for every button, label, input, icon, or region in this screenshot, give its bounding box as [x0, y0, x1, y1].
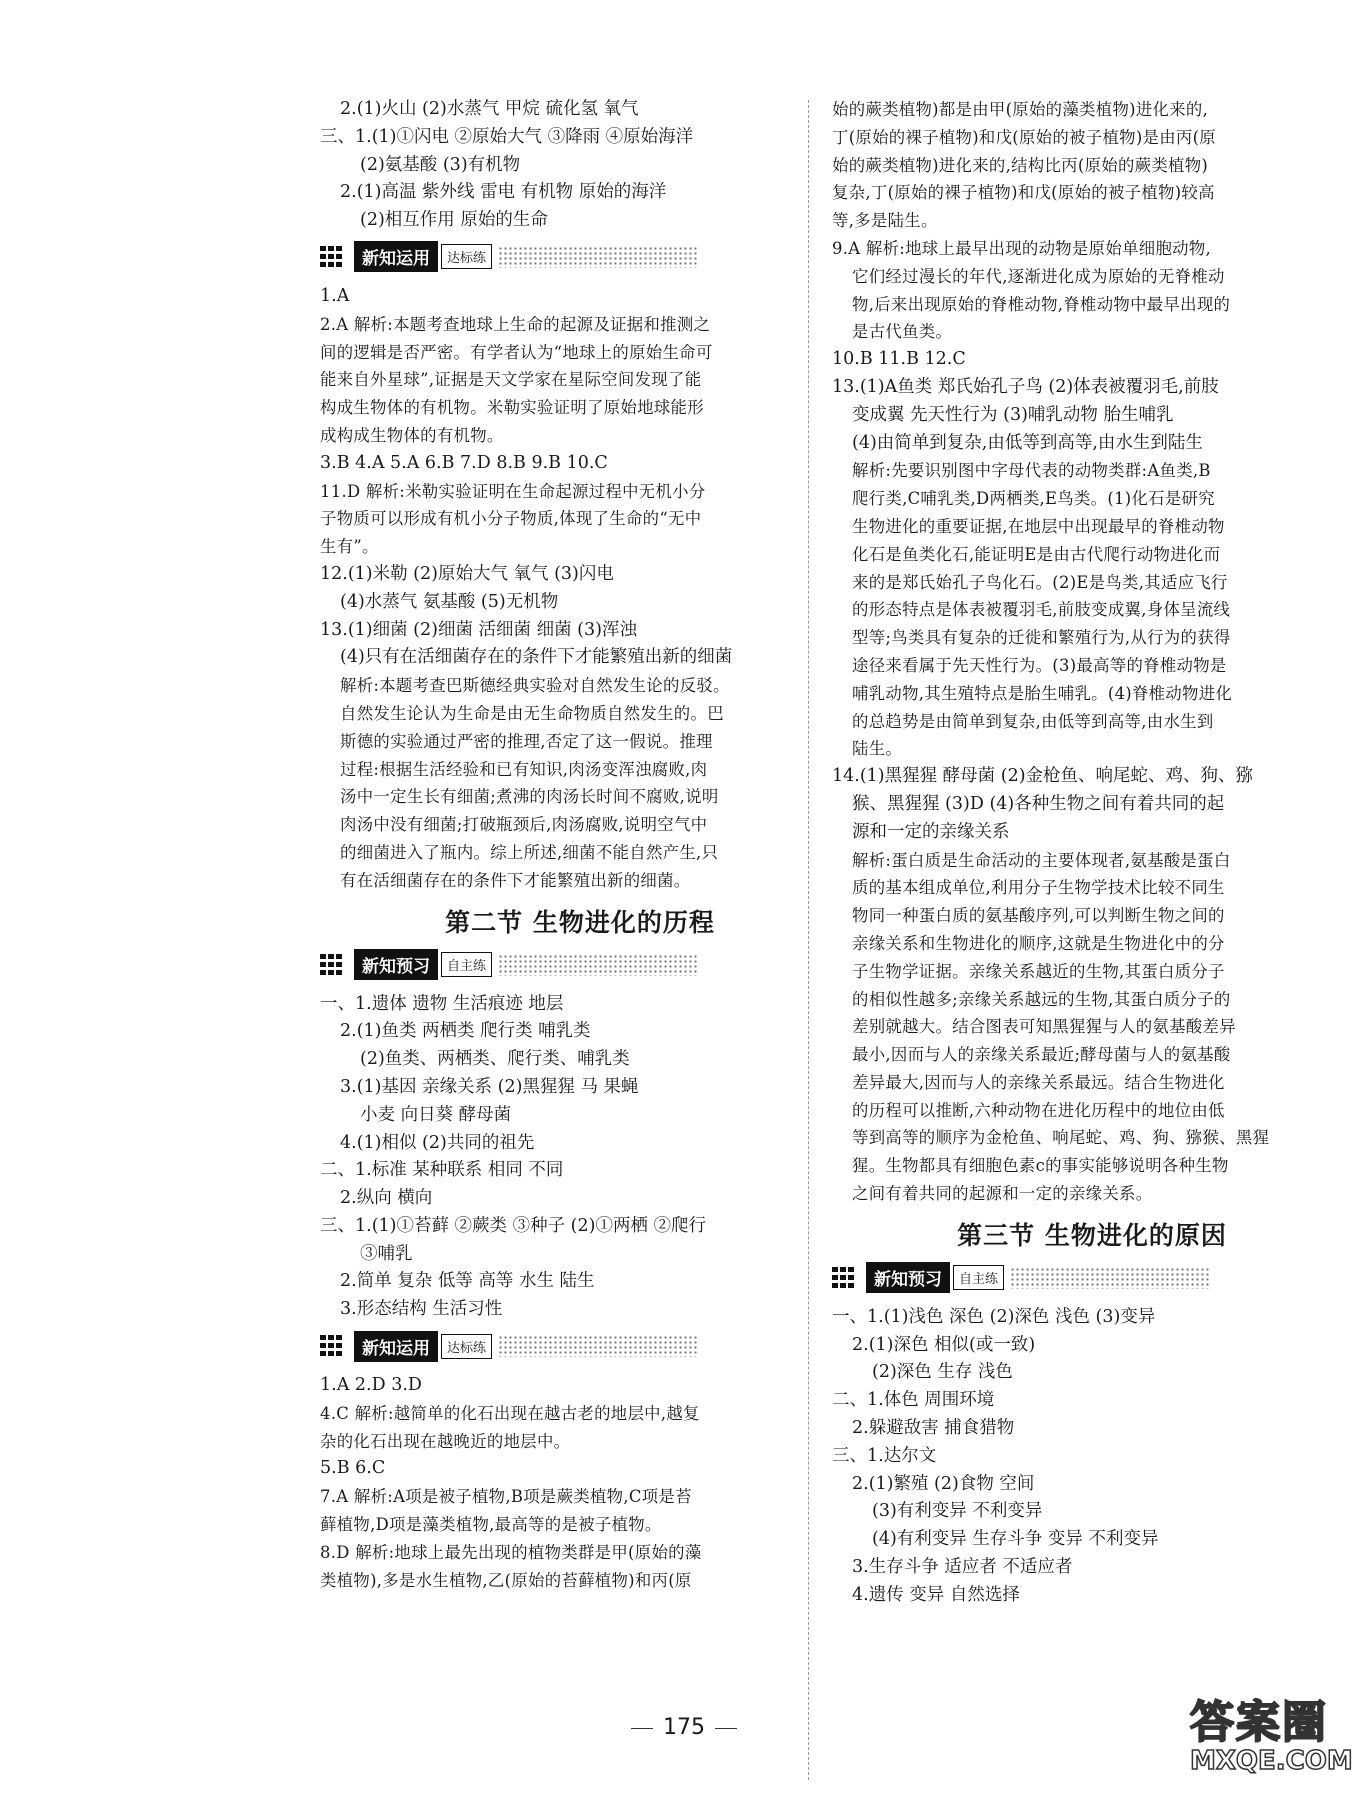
answer-line: 的相似性越多;亲缘关系越远的生物,其蛋白质分子的: [852, 989, 1231, 1009]
answer-line: 斯德的实验通过严密的推理,否定了这一假说。推理: [340, 731, 713, 751]
answer-line: 途径来看属于先天性行为。(3)最高等的脊椎动物是: [852, 655, 1227, 675]
answer-line: 2.简单 复杂 低等 高等 水生 陆生: [340, 1271, 595, 1292]
answer-line: 亲缘关系和生物进化的顺序,这就是生物进化中的分: [852, 933, 1225, 953]
banner-subtitle: 自主练: [441, 952, 492, 977]
answer-line: 一、1.遗体 遗物 生活痕迹 地层: [320, 993, 564, 1014]
answer-line: 始的蕨类植物)都是由甲(原始的藻类植物)进化来的,: [832, 100, 1209, 119]
answer-line: (4)只有在活细菌存在的条件下才能繁殖出新的细菌: [340, 647, 733, 668]
answer-line: 陆生。: [852, 739, 903, 759]
left-column: [320, 96, 840, 1594]
banner-title: 新知预习: [354, 949, 438, 980]
answer-line: (4)水蒸气 氨基酸 (5)无机物: [340, 591, 559, 612]
answer-line: 子生物学证据。亲缘关系越近的生物,其蛋白质分子: [852, 961, 1225, 981]
answer-line: 物,后来出现原始的脊椎动物,脊椎动物中最早出现的: [852, 294, 1231, 314]
answer-line: 差别就越大。结合图表可知黑猩猩与人的氨基酸差异: [852, 1017, 1236, 1037]
answer-line: 有在活细菌存在的条件下才能繁殖出新的细菌。: [340, 870, 691, 890]
section-heading: 第三节 生物进化的原因: [957, 1220, 1227, 1250]
answer-line: 8.D 解析:地球上最先出现的植物类群是甲(原始的藻: [320, 1542, 702, 1562]
answer-line: 13.(1)细菌 (2)细菌 活细菌 细菌 (3)浑浊: [320, 619, 637, 640]
answer-line: 猴、黑猩猩 (3)D (4)各种生物之间有着共同的起: [852, 793, 1225, 814]
answer-line: 3.生存斗争 适应者 不适应者: [852, 1557, 1073, 1578]
answer-line: 12.(1)米勒 (2)原始大气 氧气 (3)闪电: [320, 563, 614, 584]
answer-block: [320, 96, 840, 235]
answer-line: 间的逻辑是否严密。有学者认为“地球上的原始生命可: [320, 342, 713, 362]
dotted-fill: [498, 954, 698, 976]
answer-line: 的总趋势是由简单到复杂,由低等到高等,由水生到: [852, 711, 1214, 731]
answer-block: [832, 96, 1352, 1208]
answer-line: 化石是鱼类化石,能证明E是由古代爬行动物进化而: [852, 544, 1221, 564]
answer-line: 10.B 11.B 12.C: [832, 349, 966, 370]
answer-line: ③哺乳: [360, 1243, 413, 1264]
answer-line: 2.(1)火山 (2)水蒸气 甲烷 硫化氢 氧气: [340, 99, 639, 119]
answer-line: 差异最大,因而与人的亲缘关系最远。结合生物进化: [852, 1072, 1225, 1092]
answer-line: 三、1.(1)①闪电 ②原始大气 ③降雨 ④原始海洋: [320, 126, 694, 147]
right-column: [832, 96, 1352, 1610]
answer-line: 等,多是陆生。: [832, 211, 938, 231]
answer-line: 型等;鸟类具有复杂的迁徙和繁殖行为,从行为的获得: [852, 628, 1231, 648]
answer-line: 9.A 解析:地球上最早出现的动物是原始单细胞动物,: [832, 238, 1212, 258]
watermark-logo: [1190, 1686, 1353, 1786]
answer-line: 哺乳动物,其生殖特点是胎生哺乳。(4)脊椎动物进化: [852, 683, 1233, 703]
answer-line: 子物质可以形成有机小分子物质,体现了生命的“无中: [320, 509, 702, 529]
page-number-text: 175: [663, 1715, 705, 1740]
answer-line: (4)由简单到复杂,由低等到高等,由水生到陆生: [852, 432, 1203, 453]
answer-line: 的形态特点是体表被覆羽毛,前肢变成翼,身体呈流线: [852, 600, 1231, 620]
answer-block: [320, 283, 840, 895]
answer-line: 藓植物,D项是藻类植物,最高等的是被子植物。: [320, 1515, 662, 1535]
answer-line: (3)有利变异 不利变异: [872, 1501, 1043, 1522]
answer-line: (2)鱼类、两栖类、爬行类、哺乳类: [360, 1049, 630, 1070]
grid-dots-icon: [320, 246, 350, 268]
answer-line: 源和一定的亲缘关系: [852, 821, 1010, 842]
answer-block: [320, 1372, 840, 1594]
section-banner: [320, 1330, 840, 1362]
answer-line: 始的蕨类植物)进化来的,结构比丙(原始的蕨类植物): [832, 155, 1209, 175]
answer-line: 2.躲避敌害 捕食猎物: [852, 1418, 1015, 1439]
section-heading: 第二节 生物进化的历程: [445, 907, 715, 937]
answer-line: 丁(原始的裸子植物)和戊(原始的被子植物)是由丙(原: [832, 127, 1216, 147]
answer-line: 1.A: [320, 285, 350, 306]
banner-subtitle: 自主练: [953, 1265, 1004, 1290]
answer-line: 小麦 向日葵 酵母菌: [360, 1104, 512, 1125]
section-banner: [320, 241, 840, 273]
answer-line: 11.D 解析:米勒实验证明在生命起源过程中无机小分: [320, 481, 706, 501]
answer-line: 生物进化的重要证据,在地层中出现最早的脊椎动物: [852, 516, 1225, 536]
answer-line: 2.(1)鱼类 两栖类 爬行类 哺乳类: [340, 1021, 591, 1042]
answer-line: 之间有着共同的起源和一定的亲缘关系。: [852, 1184, 1153, 1204]
answer-line: 解析:先要识别图中字母代表的动物类群:A鱼类,B: [852, 461, 1211, 481]
answer-line: 过程:根据生活经验和已有知识,肉汤变浑浊腐败,肉: [340, 759, 708, 779]
answer-line: 4.(1)相似 (2)共同的祖先: [340, 1132, 535, 1153]
dotted-fill: [1010, 1267, 1210, 1289]
answer-line: (4)有利变异 生存斗争 变异 不利变异: [872, 1529, 1159, 1550]
answer-line: 解析:蛋白质是生命活动的主要体现者,氨基酸是蛋白: [852, 850, 1231, 870]
answer-line: (2)氨基酸 (3)有机物: [360, 154, 521, 175]
answer-line: 的细菌进入了瓶内。综上所述,细菌不能自然产生,只: [340, 842, 719, 862]
answer-line: 等到高等的顺序为金枪鱼、响尾蛇、鸡、狗、猕猴、黑猩: [852, 1128, 1270, 1148]
answer-line: 3.(1)基因 亲缘关系 (2)黑猩猩 马 果蝇: [340, 1076, 639, 1097]
answer-line: 构成生物体的有机物。米勒实验证明了原始地球能形: [320, 398, 704, 418]
answer-line: 汤中一定生长有细菌;煮沸的肉汤长时间不腐败,说明: [340, 787, 719, 807]
answer-line: 2.(1)高温 紫外线 雷电 有机物 原始的海洋: [340, 182, 667, 203]
answer-line: 三、1.达尔文: [832, 1445, 937, 1466]
answer-line: 2.(1)深色 相似(或一致): [852, 1334, 1036, 1355]
answer-line: 能来自外星球”,证据是天文学家在星际空间发现了能: [320, 370, 702, 390]
answer-line: 7.A 解析:A项是被子植物,B项是蕨类植物,C项是苔: [320, 1487, 692, 1507]
answer-line: 14.(1)黑猩猩 酵母菌 (2)金枪鱼、响尾蛇、鸡、狗、猕: [832, 766, 1254, 787]
answer-line: 三、1.(1)①苔藓 ②蕨类 ③种子 (2)①两栖 ②爬行: [320, 1215, 707, 1236]
section-banner: [832, 1262, 1352, 1294]
answer-line: 肉汤中没有细菌;打破瓶颈后,肉汤腐败,说明空气中: [340, 815, 708, 835]
answer-line: 物同一种蛋白质的氨基酸序列,可以判断生物之间的: [852, 906, 1225, 926]
answer-line: 13.(1)A鱼类 郑氏始孔子鸟 (2)体表被覆羽毛,前肢: [832, 376, 1219, 397]
answer-line: 杂的化石出现在越晚近的地层中。: [320, 1431, 571, 1451]
answer-line: 4.遗传 变异 自然选择: [852, 1584, 1020, 1605]
answer-line: (2)相互作用 原始的生命: [360, 210, 548, 231]
banner-title: 新知运用: [354, 241, 438, 272]
answer-line: 来的是郑氏始孔子鸟化石。(2)E是鸟类,其适应飞行: [852, 572, 1228, 592]
answer-line: 它们经过漫长的年代,逐渐进化成为原始的无脊椎动: [852, 266, 1225, 286]
answer-line: 类植物),多是水生植物,乙(原始的苔藓植物)和丙(原: [320, 1570, 692, 1590]
answer-line: 二、1.标准 某种联系 相同 不同: [320, 1160, 564, 1181]
grid-dots-icon: [832, 1267, 862, 1289]
answer-line: 3.B 4.A 5.A 6.B 7.D 8.B 9.B 10.C: [320, 452, 608, 473]
answer-line: 2.(1)繁殖 (2)食物 空间: [852, 1473, 1035, 1494]
answer-line: 一、1.(1)浅色 深色 (2)深色 浅色 (3)变异: [832, 1306, 1156, 1327]
section-banner: [320, 949, 840, 981]
page-number: [0, 1715, 1368, 1740]
answer-line: 二、1.体色 周围环境: [832, 1390, 995, 1411]
banner-title: 新知运用: [354, 1331, 438, 1362]
answer-line: 复杂,丁(原始的裸子植物)和戊(原始的被子植物)较高: [832, 183, 1215, 203]
answer-block: [832, 1304, 1352, 1610]
answer-line: 生有”。: [320, 537, 379, 557]
answer-line: 3.形态结构 生活习性: [340, 1299, 503, 1320]
answer-line: 4.C 解析:越简单的化石出现在越古老的地层中,越复: [320, 1403, 700, 1423]
banner-subtitle: 达标练: [441, 1334, 492, 1359]
answer-line: 成构成生物体的有机物。: [320, 425, 504, 445]
answer-line: 的历程可以推断,六种动物在进化历程中的地位由低: [852, 1100, 1225, 1120]
grid-dots-icon: [320, 954, 350, 976]
answer-block: [320, 991, 840, 1325]
answer-line: 最小,因而与人的亲缘关系最近;酵母菌与人的氨基酸: [852, 1045, 1231, 1065]
answer-line: (2)深色 生存 浅色: [872, 1362, 1013, 1383]
answer-line: 解析:本题考查巴斯德经典实验对自然发生论的反驳。: [340, 676, 730, 696]
answer-line: 5.B 6.C: [320, 1458, 386, 1479]
grid-dots-icon: [320, 1335, 350, 1357]
answer-line: 爬行类,C哺乳类,D两栖类,E鸟类。(1)化石是研究: [852, 489, 1215, 509]
answer-line: 猩。生物都具有细胞色素c的事实能够说明各种生物: [852, 1156, 1229, 1176]
answer-line: 自然发生论认为生命是由无生命物质自然发生的。巴: [340, 703, 724, 723]
answer-line: 2.A 解析:本题考查地球上生命的起源及证据和推测之: [320, 314, 711, 334]
answer-line: 1.A 2.D 3.D: [320, 1375, 422, 1396]
answer-line: 质的基本组成单位,利用分子生物学技术比较不同生: [852, 878, 1225, 898]
watermark-bottom: MXQE.COM: [1190, 1746, 1353, 1776]
banner-title: 新知预习: [866, 1262, 950, 1293]
dotted-fill: [498, 246, 698, 268]
answer-line: 是古代鱼类。: [852, 322, 953, 342]
answer-line: 2.纵向 横向: [340, 1188, 433, 1209]
answer-line: 变成翼 先天性行为 (3)哺乳动物 胎生哺乳: [852, 404, 1174, 425]
banner-subtitle: 达标练: [441, 244, 492, 269]
dotted-fill: [498, 1335, 698, 1357]
watermark-top: 答案圈: [1190, 1697, 1328, 1748]
